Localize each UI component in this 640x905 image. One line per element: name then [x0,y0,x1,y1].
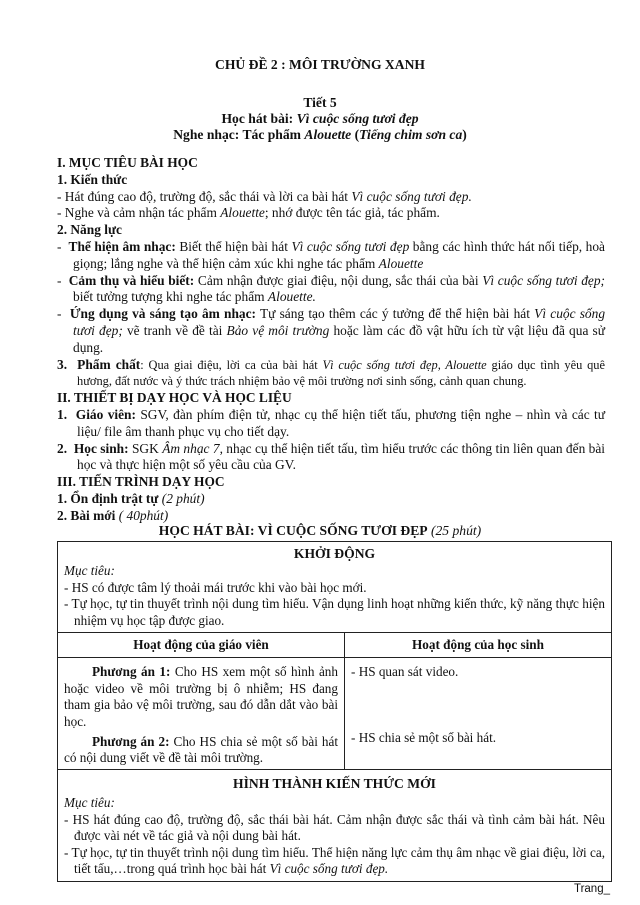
option-2-label: Phương án 2: [92,734,170,750]
step-1-time: (2 phút) [158,490,205,506]
part-time: (25 phút) [427,523,482,538]
competence-2-work: Alouette. [267,289,316,305]
option-2-text: Cho HS chia sẻ một số bài hát có nội dung viết về đề tài môi trường. [64,734,338,766]
music-line [0,127,640,143]
student-text-b: , nhạc cụ thể hiện tiết tấu, tìm hiểu trước các thông tin liên quan đến bài học và thực hiện một số yêu cầu của GV. [77,440,606,473]
music-prefix: Nghe nhạc: Tác phẩm [173,127,305,142]
student-activity-1: - HS quan sát video. [351,664,459,680]
knowledge-item-1-song: Vì cuộc sống tươi đẹp. [351,188,472,204]
competence-1-work: Alouette [378,255,424,271]
quality-number: 3. [57,356,68,372]
competence-2-text-b: biết tưởng tượng khi nghe tác phẩm [73,289,268,305]
new-knowledge-objective-2 [64,845,605,878]
step-2 [57,508,605,525]
song-title: Vì cuộc sống tươi đẹp [296,111,419,126]
knowledge-item-2-text: - Nghe và cảm nhận tác phẩm [57,205,221,221]
competence-1-text-b: bằng các hình thức hát nối tiếp, hoà giọng; lắng nghe và thể hiện cảm xúc khi nghe tác phẩm [73,238,606,271]
quality-label: Phẩm chất [77,356,141,372]
student-number: 2. [57,440,68,456]
option-1-label: Phương án 1: [92,664,171,680]
warmup-objective-1: - HS có được tâm lý thoải mái trước khi vào bài học mới. [64,579,367,595]
teacher-activities [58,658,345,769]
competence-3-label: Ứng dụng và sáng tạo âm nhạc: [69,306,256,322]
competence-1-song: Vì cuộc sống tươi đẹp [291,238,410,254]
song-line [0,111,640,127]
quality-songs: Vì cuộc sống tươi đẹp, Alouette [322,357,487,372]
step-2-time: ( 40phút) [115,507,169,523]
objectives-section [57,155,605,525]
competence-2-song: Vì cuộc sống tươi đẹp; [482,272,605,288]
step-1-label: 1. Ổn định trật tự [57,490,159,506]
new-knowledge-objective-2-text: - Tự học, tự tin thuyết trình nội dung tìm hiểu. Thể hiện năng lực cảm thụ âm nhạc về giai điệu, lời ca, tiết tấu,…trong quá trình học bài hát [64,844,605,876]
competence-item-3: - Ứng dụng và sáng tạo âm nhạc: Tự sáng tạo thêm các ý tưởng để thể hiện bài hát Vì cuộc sống tươi đẹp; vẽ tranh về đề tài Bảo vệ môi trường hoặc làm các đồ vật hữu ích từ vật liệu đã qua sử dụng. [57,306,606,355]
competence-3-text-b: vẽ tranh về đề tài [122,322,227,338]
section-2-heading: II. THIẾT BỊ DẠY HỌC VÀ HỌC LIỆU [57,390,292,406]
option-1 [64,664,338,730]
section-1-heading: I. MỤC TIÊU BÀI HỌC [57,155,198,170]
student-activity-2: - HS chia sẻ một số bài hát. [351,730,497,746]
competence-1-label: Thể hiện âm nhạc: [68,238,176,254]
student-text-a: SGK [128,440,163,456]
competence-heading: 2. Năng lực [57,222,122,238]
section-3-heading: III. TIẾN TRÌNH DẠY HỌC [57,474,225,490]
quality-text-b: giáo dục tình yêu quê hương, đất nước và ý thức trách nhiệm bảo vệ môi trường nơi sinh sống, cảnh quan chung. [77,357,605,389]
competence-3-song: Vì cuộc sống tươi đẹp; [73,306,606,338]
competence-item-2: - Cảm thụ và hiểu biết: Cảm nhận được giai điệu, nội dung, sắc thái của bài Vì cuộc sống tươi đẹp; biết tưởng tượng khi nghe tác phẩm Alouette. [57,272,605,305]
music-paren-title: Tiếng chim sơn ca [359,127,463,142]
knowledge-item-1-text: - Hát đúng cao độ, trường độ, sắc thái và lời ca bài hát [57,188,352,204]
lesson-number: Tiết 5 [303,95,337,110]
knowledge-item-1 [57,189,605,206]
knowledge-item-2-work: Alouette [220,205,265,221]
teacher-number: 1. [57,406,68,422]
music-paren-open: ( [351,127,360,142]
new-knowledge-cell [58,769,612,881]
song-line-prefix: Học hát bài: [221,111,297,126]
topic-heading: CHỦ ĐỀ 2 : MÔI TRƯỜNG XANH [215,57,425,72]
knowledge-item-2-tail: ; nhớ được tên tác giả, tác phẩm. [264,205,440,221]
competence-item-1: - Thể hiện âm nhạc: Biết thể hiện bài hát Vì cuộc sống tươi đẹp bằng các hình thức hát nối tiếp, hoà giọng; lắng nghe và thể hiện cảm xúc khi nghe tác phẩm Alouette [57,238,606,271]
lesson-table [57,541,612,882]
page-footer: Trang_ [573,883,610,895]
step-1 [57,491,605,508]
knowledge-item-2 [57,205,605,222]
teacher-text: SGV, đàn phím điện tử, nhạc cụ thể hiện tiết tấu, phương tiện nghe – nhìn và các tư liệu/ file âm thanh phục vụ cho tiết dạy. [77,406,605,439]
option-2 [64,734,338,767]
option-1-text: Cho HS xem một số hình ảnh hoặc video về môi trường bị ô nhiễm; HS đang tham gia bảo vệ môi trường, sau đó dẫn dắt vào bài học. [64,664,338,729]
competence-1-text-a: Biết thể hiện bài hát [175,238,292,254]
warmup-objective-label: Mục tiêu: [64,563,115,579]
warmup-title: KHỞI ĐỘNG [293,546,376,561]
warmup-objective-2: - Tự học, tự tin thuyết trình nội dung tìm hiểu. Vận dụng linh hoạt những kiến thức, kỹ năng thực hiện nhiệm vụ học tập được giao. [64,596,605,628]
student-column-header: Hoạt động của học sinh [345,633,612,658]
student-item [57,441,605,475]
new-knowledge-objective-label: Mục tiêu: [64,795,115,811]
quality-text-a: : Qua giai điệu, lời ca của bài hát [140,357,323,372]
part-title [0,523,640,539]
teacher-label: Giáo viên: [75,406,136,422]
student-book: Âm nhạc 7 [162,440,220,456]
teacher-column-header: Hoạt động của giáo viên [58,633,345,658]
student-activities [345,658,612,769]
step-2-label: 2. Bài mới [57,507,116,523]
competence-3-theme: Bảo vệ môi trường [226,322,330,338]
competence-3-text-a: Tự sáng tạo thêm các ý tưởng để thể hiện bài hát [256,306,535,322]
new-knowledge-objective-1: - HS hát đúng cao độ, trường độ, sắc thái bài hát. Cảm nhận được sắc thái và tình cảm bài hát. Nêu được vài nét về tác giả và nội dung bài hát. [64,811,605,844]
student-label: Học sinh: [73,440,129,456]
competence-2-text-a: Cảm nhận được giai điệu, nội dung, sắc thái của bài [194,272,483,288]
warmup-cell [58,542,612,633]
new-knowledge-title: HÌNH THÀNH KIẾN THỨC MỚI [233,775,436,791]
new-knowledge-objective-2-song: Vì cuộc sống tươi đẹp. [269,860,389,876]
knowledge-heading: 1. Kiến thức [57,171,128,187]
music-title: Alouette [304,127,352,142]
quality-item [57,357,605,391]
teacher-item [57,407,605,441]
competence-3-text-c: hoặc làm các đồ vật hữu ích từ vật liệu đã qua sử dụng. [73,322,606,355]
part-title-text: HỌC HÁT BÀI: VÌ CUỘC SỐNG TƯƠI ĐẸP [158,523,428,538]
music-paren-close: ) [462,127,467,142]
competence-2-label: Cảm thụ và hiểu biết: [68,272,195,288]
